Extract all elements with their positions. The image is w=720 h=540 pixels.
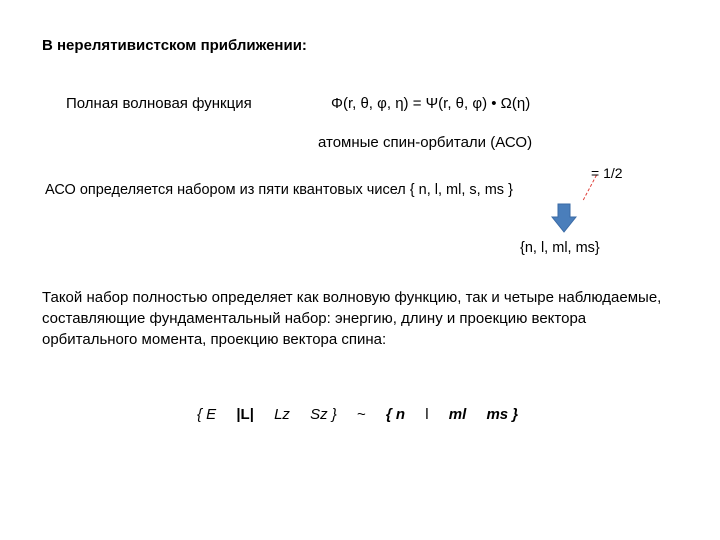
observable-sz: Sz }	[310, 406, 337, 423]
wave-function-label: Полная волновая функция	[66, 95, 252, 112]
down-arrow-icon	[551, 203, 577, 233]
quantum-number-set: {n, l, ml, ms}	[520, 240, 600, 256]
aso-definition: АСО определяется набором из пяти квантовых чисел { n, l, ml, s, ms }	[45, 182, 513, 198]
number-ms: ms }	[486, 406, 519, 423]
aso-label: атомные спин-орбитали (АСО)	[318, 134, 533, 151]
observable-lz: Lz	[274, 406, 290, 423]
number-ml: ml	[448, 406, 467, 423]
number-n: { n	[385, 406, 406, 423]
spin-value: = 1/2	[591, 165, 623, 181]
relation-tilde: ~	[356, 406, 366, 423]
explanation-paragraph: Такой набор полностью определяет как волновую функцию, так и четыре наблюдаемые, составляющие фундаментальный набор: энергию, длину и проекцию вектора орбитального момента, проекцию вектора спина:	[42, 289, 662, 348]
observable-energy: { E	[197, 406, 217, 423]
page-title: В нерелятивистском приближении:	[42, 37, 307, 54]
number-l: l	[425, 406, 429, 423]
wave-function-formula: Φ(r, θ, φ, η) = Ψ(r, θ, φ) • Ω(η)	[331, 95, 531, 112]
observable-angular-momentum: |L|	[236, 406, 254, 423]
observables-relation	[197, 406, 518, 423]
